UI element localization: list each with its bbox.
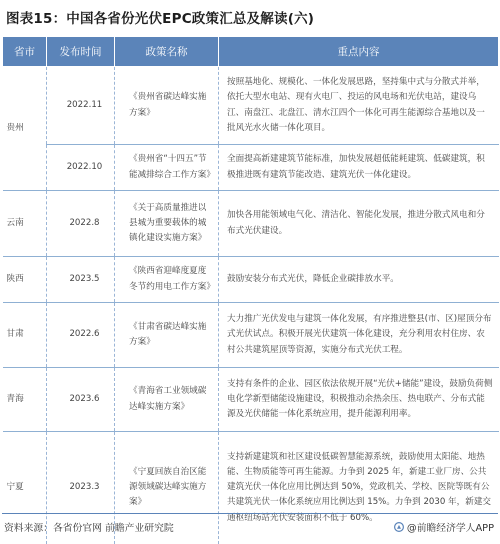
cell-province: 陕西 — [3, 257, 47, 303]
header-content: 重点内容 — [219, 37, 499, 67]
cell-time: 2023.5 — [47, 257, 115, 303]
cell-policy-name: 《关于高质量推进以县城为重要载体的城镇化建设实施方案》 — [115, 191, 219, 257]
cell-policy-name: 《宁夏回族自治区能源领域碳达峰实施方案》 — [115, 432, 219, 544]
source-note: 资料来源：各省份官网 前瞻产业研究院 — [4, 523, 174, 534]
cell-time: 2023.3 — [47, 432, 115, 544]
header-time: 发布时间 — [47, 37, 115, 67]
cell-content: 支持新建建筑和社区建设低碳智慧能源系统，鼓励使用太阳能、地热能、生物质能等可再生能源。力争到 2025 年，新建工业厂房、公共建筑光伏一体化应用比例达到 50%，党政机关、学校、医院等既有公共建筑光伏一体化系统应用比例达到 15%。力争到 2030 年，新建交通枢纽场站光伏安装面积不低于 60%。 — [219, 432, 499, 544]
cell-province: 贵州 — [3, 67, 47, 191]
cell-policy-name: 《贵州省碳达峰实施方案》 — [115, 67, 219, 145]
cell-policy-name: 《甘肃省碳达峰实施方案》 — [115, 303, 219, 368]
cell-time: 2023.6 — [47, 368, 115, 432]
cell-content: 加快各用能领域电气化、清洁化、智能化发展，推进分散式风电和分布式光伏建设。 — [219, 191, 499, 257]
cell-policy-name: 《陕西省迎峰度夏度冬节约用电工作方案》 — [115, 257, 219, 303]
table-row — [3, 257, 499, 303]
cell-content: 大力推广光伏发电与建筑一体化发展，有序推进整县(市、区)屋顶分布式光伏试点。积极开展光伏建筑一体化建设，充分利用农村住房、农村公共建筑屋顶等资源，实施分布式光伏工程。 — [219, 303, 499, 368]
cell-time: 2022.8 — [47, 191, 115, 257]
cell-province: 甘肃 — [3, 303, 47, 368]
table-row — [3, 368, 499, 432]
table-row — [3, 145, 499, 191]
header-policy-name: 政策名称 — [115, 37, 219, 67]
brand-credit — [394, 520, 494, 534]
cell-province: 青海 — [3, 368, 47, 432]
header-province: 省市 — [3, 37, 47, 67]
cell-content: 支持有条件的企业、园区依法依规开展“光伏+储能”建设，鼓励负荷侧电化学新型储能设施建设，积极推动余热余压、热电联产、分布式能源及光伏储能一体化系统应用，提升能源利用率。 — [219, 368, 499, 432]
cell-policy-name: 《贵州省“十四五”节能减排综合工作方案》 — [115, 145, 219, 191]
table-row — [3, 303, 499, 368]
cell-time: 2022.11 — [47, 67, 115, 145]
cell-content: 按照基地化、规模化、一体化发展思路，坚持集中式与分散式并举，依托大型水电站、现有火电厂、投运的风电场和光伏电站，建设乌江、南盘江、北盘江、清水江四个一体化可再生能源综合基地以及一批风光水火储一体化项目。 — [219, 67, 499, 145]
table-row — [3, 191, 499, 257]
table-header-row — [3, 37, 499, 67]
cell-province: 云南 — [3, 191, 47, 257]
cell-province: 宁夏 — [6, 482, 24, 493]
figure-title: 图表15：中国各省份光伏EPC政策汇总及解读(六) — [6, 11, 315, 27]
cell-content: 鼓励安装分布式光伏，降低企业碳排放水平。 — [219, 257, 499, 303]
cell-content: 全面提高新建建筑节能标准，加快发展超低能耗建筑、低碳建筑，积极推进既有建筑节能改造、建筑光伏一体化建设。 — [219, 145, 499, 191]
cell-policy-name: 《青海省工业领域碳达峰实施方案》 — [115, 368, 219, 432]
table-row — [3, 67, 499, 145]
brand-name: @前瞻经济学人APP — [406, 523, 494, 534]
policy-table — [2, 36, 499, 544]
brand-logo-icon — [394, 522, 404, 532]
cell-time: 2022.6 — [47, 303, 115, 368]
cell-time: 2022.10 — [47, 145, 115, 191]
footer-divider — [2, 513, 498, 514]
